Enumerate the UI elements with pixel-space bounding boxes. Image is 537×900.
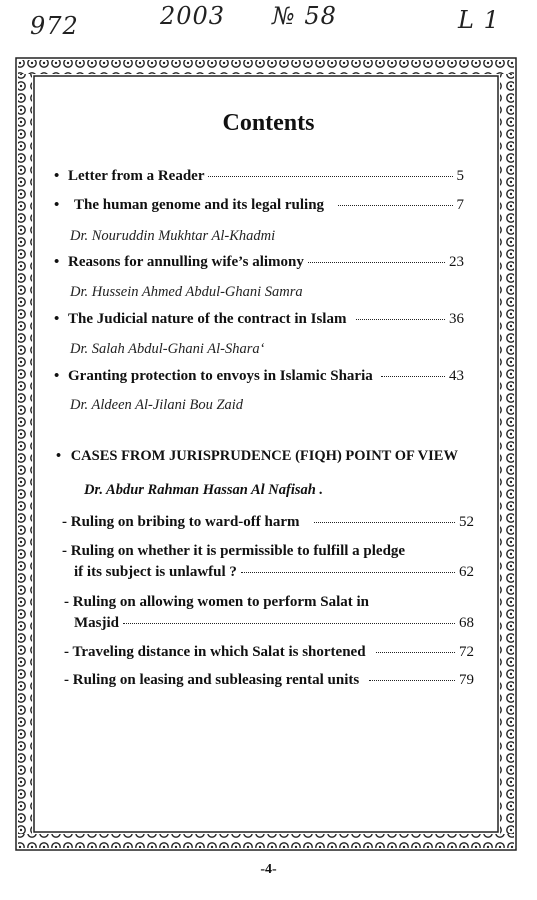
handwritten-year: 2003 — [160, 2, 226, 30]
toc-subentry-bribing[interactable] — [62, 514, 474, 531]
toc-entry-author: Dr. Aldeen Al-Jilani Bou Zaid — [70, 397, 244, 413]
toc-subentry-women-salat[interactable] — [62, 594, 474, 632]
dot-leader — [381, 376, 445, 377]
toc-entry-label: The Judicial nature of the contract in Islam — [68, 311, 347, 327]
toc-subentry-label: - Ruling on leasing and subleasing rental units — [64, 672, 360, 688]
toc-subentry-label: - Ruling on allowing women to perform Salat in — [64, 594, 370, 610]
toc-page-number: 62 — [459, 564, 474, 580]
toc-entry-label: Letter from a Reader — [68, 168, 205, 184]
dot-leader — [376, 652, 455, 653]
toc-entry-contract[interactable] — [54, 311, 464, 328]
toc-page-number: 36 — [449, 311, 464, 327]
toc-entry-genome[interactable] — [54, 197, 464, 214]
toc-page-number: 23 — [449, 254, 464, 270]
toc-entry-author: Dr. Hussein Ahmed Abdul-Ghani Samra — [70, 284, 303, 300]
toc-page-number: 68 — [459, 615, 474, 631]
toc-entry-alimony[interactable] — [54, 254, 464, 271]
page-title: Contents — [222, 110, 315, 136]
dot-leader — [356, 319, 445, 320]
dot-leader — [208, 176, 452, 177]
toc-entry-letter[interactable] — [54, 168, 464, 185]
toc-subentry-pledge[interactable] — [62, 543, 474, 581]
section-title: CASES FROM JURISPRUDENCE (FIQH) POINT OF VIEW — [70, 448, 458, 464]
toc-subentry-label-continued: Masjid — [74, 615, 119, 631]
section-author: Dr. Abdur Rahman Hassan Al Nafisah . — [84, 482, 324, 498]
toc-page-number: 52 — [459, 514, 474, 530]
toc-entry-label: Granting protection to envoys in Islamic Sharia — [68, 368, 373, 384]
handwritten-issue-number: № 58 — [272, 2, 337, 30]
footer-page-number: -4- — [260, 862, 277, 877]
toc-entry-label: Reasons for annulling wife’s alimony — [68, 254, 304, 270]
section-heading — [56, 448, 458, 465]
dot-leader — [338, 205, 452, 206]
bullet: • — [54, 197, 60, 213]
toc-entry-author: Dr. Salah Abdul-Ghani Al-Shara‘ — [70, 341, 265, 357]
handwritten-mark: L 1 — [458, 6, 500, 34]
dot-leader — [241, 572, 455, 573]
bullet: • — [54, 168, 60, 184]
handwritten-number-972: 972 — [30, 12, 79, 40]
dot-leader — [308, 262, 445, 263]
toc-subentry-leasing[interactable] — [62, 672, 474, 689]
toc-entry-author: Dr. Nouruddin Mukhtar Al-Khadmi — [70, 228, 276, 244]
toc-page-number: 7 — [456, 197, 464, 213]
bullet: • — [56, 448, 62, 464]
toc-page-number: 72 — [459, 644, 474, 660]
toc-page-number: 5 — [456, 168, 464, 184]
toc-subentry-label: - Ruling on whether it is permissible to fulfill a pledge — [62, 543, 406, 559]
toc-page-number: 43 — [449, 368, 464, 384]
dot-leader — [314, 522, 455, 523]
toc-entry-label: The human genome and its legal ruling — [74, 197, 325, 213]
toc-subentry-label: - Traveling distance in which Salat is shortened — [64, 644, 366, 660]
toc-subentry-label-continued: if its subject is unlawful ? — [74, 564, 237, 580]
bullet: • — [54, 311, 60, 327]
toc-subentry-traveling-distance[interactable] — [62, 644, 474, 661]
toc-subentry-label: - Ruling on bribing to ward-off harm — [62, 514, 300, 530]
toc-entry-envoys[interactable] — [54, 368, 464, 385]
dot-leader — [369, 680, 455, 681]
bullet: • — [54, 254, 60, 270]
dot-leader — [123, 623, 455, 624]
bullet: • — [54, 368, 60, 384]
toc-page-number: 79 — [459, 672, 474, 688]
